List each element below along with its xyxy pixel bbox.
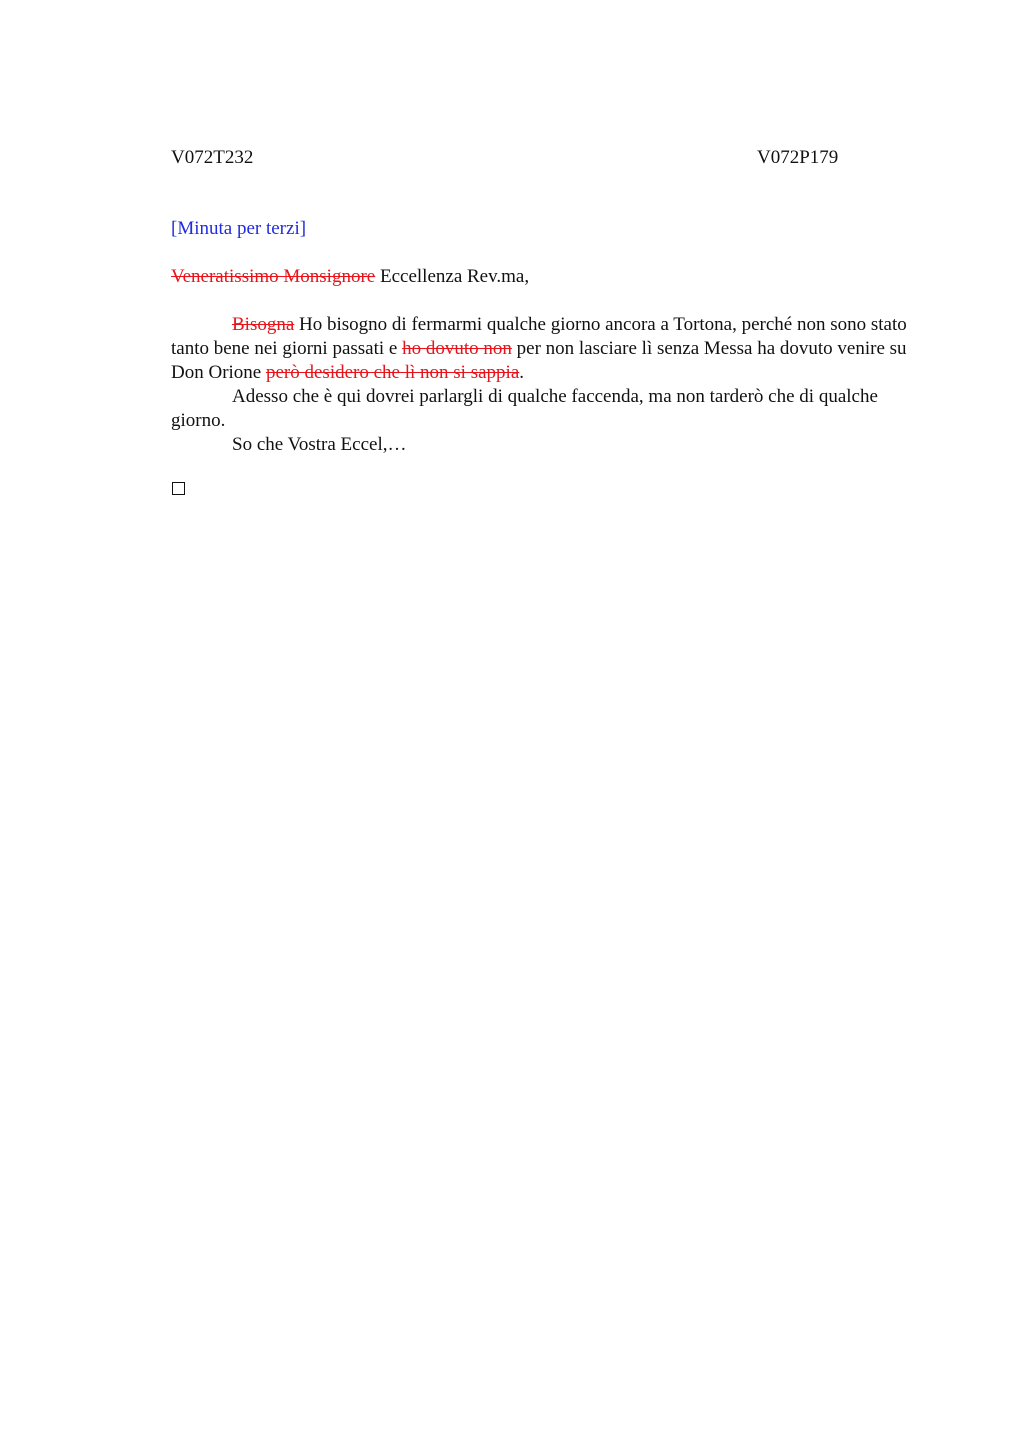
paragraph-text: Ho bisogno di fermarmi qualche giorno ancora a Tortona, perché non sono stato tanto bene nei giorni passati e [171,314,907,359]
document-code-left: V072T232 [171,147,254,168]
deleted-text: Veneratissimo Monsignore [171,266,376,287]
end-square-icon [172,482,185,495]
salutation [171,265,529,289]
letter-body [171,313,931,457]
editorial-note: [Minuta per terzi] [171,218,307,239]
paragraph-text: per non lasciare lì senza Messa ha dovuto venire su Don Orione [171,338,907,383]
paragraph-text: . [519,362,524,383]
deleted-text: ho dovuto non [402,338,512,359]
salutation-text: Eccellenza Rev.ma, [375,266,530,287]
paragraph-3: So che Vostra Eccel,… [232,434,407,455]
paragraph-1 [171,313,931,385]
deleted-text: Bisogna [232,314,295,335]
document-code-right: V072P179 [757,147,839,168]
deleted-text: però desidero che lì non si sappia [265,362,520,383]
paragraph-2: Adesso che è qui dovrei parlargli di qualche faccenda, ma non tarderò che di qualche giorno. [171,386,878,431]
